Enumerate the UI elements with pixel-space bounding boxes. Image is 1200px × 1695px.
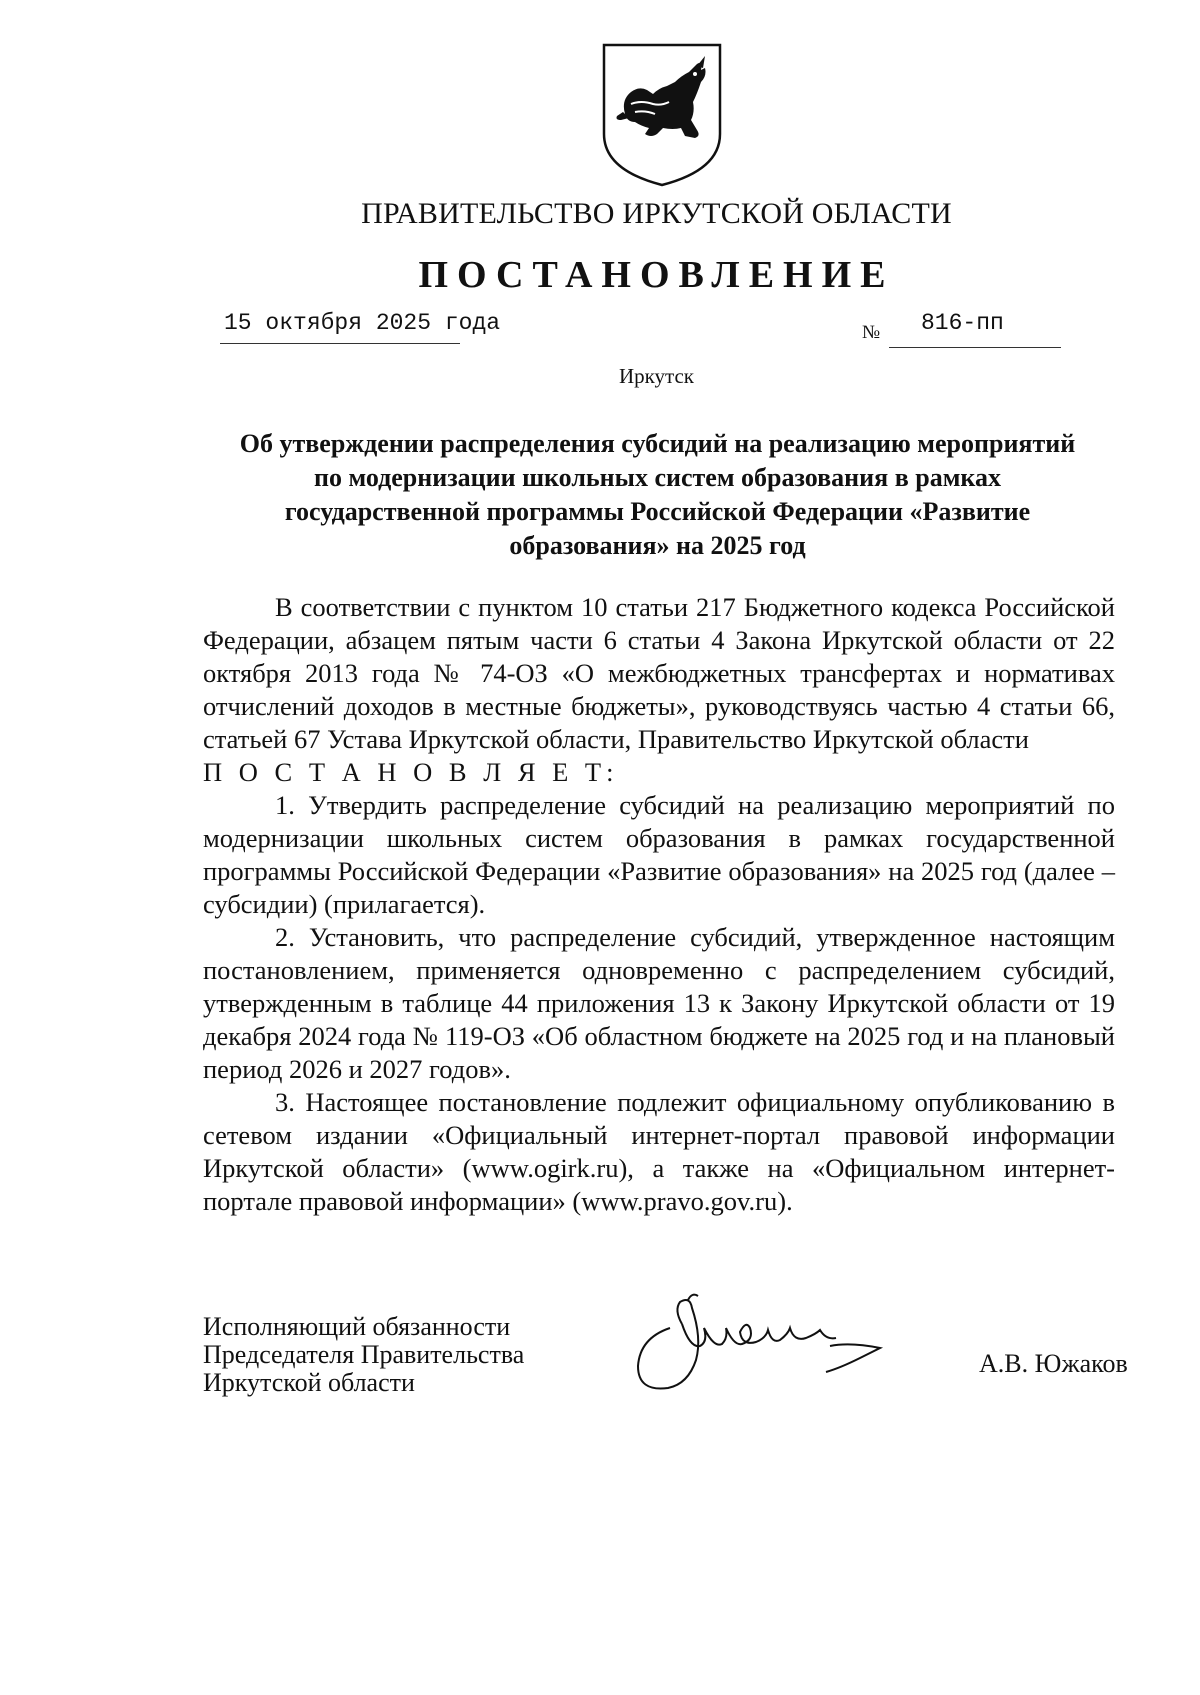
document-type: ПОСТАНОВЛЕНИЕ <box>418 254 895 296</box>
position-line: Председателя Правительства <box>203 1340 525 1369</box>
number-field <box>889 310 1061 346</box>
document-title <box>200 427 1115 563</box>
government-name: ПРАВИТЕЛЬСТВО ИРКУТСКОЙ ОБЛАСТИ <box>361 197 952 230</box>
date-field <box>220 310 501 346</box>
clause-paragraph: 3. Настоящее постановление подлежит официальному опубликованию в сетевом издании «Официальный интернет-портал правовой информации Иркутской области» (www.ogirk.ru), а также на «Официальном интернет-портале правовой информации» (www.pravo.gov.ru). <box>203 1087 1115 1216</box>
date-underline <box>220 343 460 344</box>
city-name: Иркутск <box>618 364 695 388</box>
number-underline <box>889 347 1061 348</box>
preamble-paragraph: В соответствии с пунктом 10 статьи 217 Бюджетного кодекса Российской Федерации, абзацем пятым части 6 статьи 4 Закона Иркутской области от 22 октября 2013 года № 74-ОЗ «О межбюджетных трансфертах и нормативах отчислений доходов в местные бюджеты», руководствуясь частью 4 статьи 66, статьей 67 Устава Иркутской области, Правительство Иркутской области <box>203 592 1115 754</box>
document-number: 816-пп <box>921 310 1004 336</box>
number-sign: № <box>862 322 881 343</box>
handwritten-signature <box>630 1288 915 1400</box>
position-line: Иркутской области <box>203 1368 415 1397</box>
clause-paragraph: 1. Утвердить распределение субсидий на реализацию мероприятий по модернизации школьных систем образования в рамках государственной программы Российской Федерации «Развитие образования» на 2025 год (далее – субсидии) (прилагается). <box>203 790 1115 919</box>
title-line: государственной программы Российской Федерации «Развитие <box>284 497 1031 526</box>
position-line: Исполняющий обязанности <box>203 1312 511 1341</box>
coat-of-arms-emblem <box>601 42 723 188</box>
document-body <box>203 591 1115 1218</box>
title-line: Об утверждении распределения субсидий на реализацию мероприятий <box>239 429 1076 458</box>
decree-word: П О С Т А Н О В Л Я Е Т: <box>203 757 619 787</box>
document-date: 15 октября 2025 года <box>224 310 501 336</box>
signer-name: А.В. Южаков <box>979 1349 1128 1378</box>
title-line: образования» на 2025 год <box>509 531 806 560</box>
signatory-position <box>203 1313 524 1397</box>
clause-paragraph: 2. Установить, что распределение субсидий, утвержденное настоящим постановлением, применяется одновременно с распределением субсидий, утвержденным в таблице 44 приложения 13 к Закону Иркутской области от 19 декабря 2024 года № 119-ОЗ «Об областном бюджете на 2025 год и на плановый период 2026 и 2027 годов». <box>203 922 1115 1084</box>
title-line: по модернизации школьных систем образования в рамках <box>313 463 1002 492</box>
